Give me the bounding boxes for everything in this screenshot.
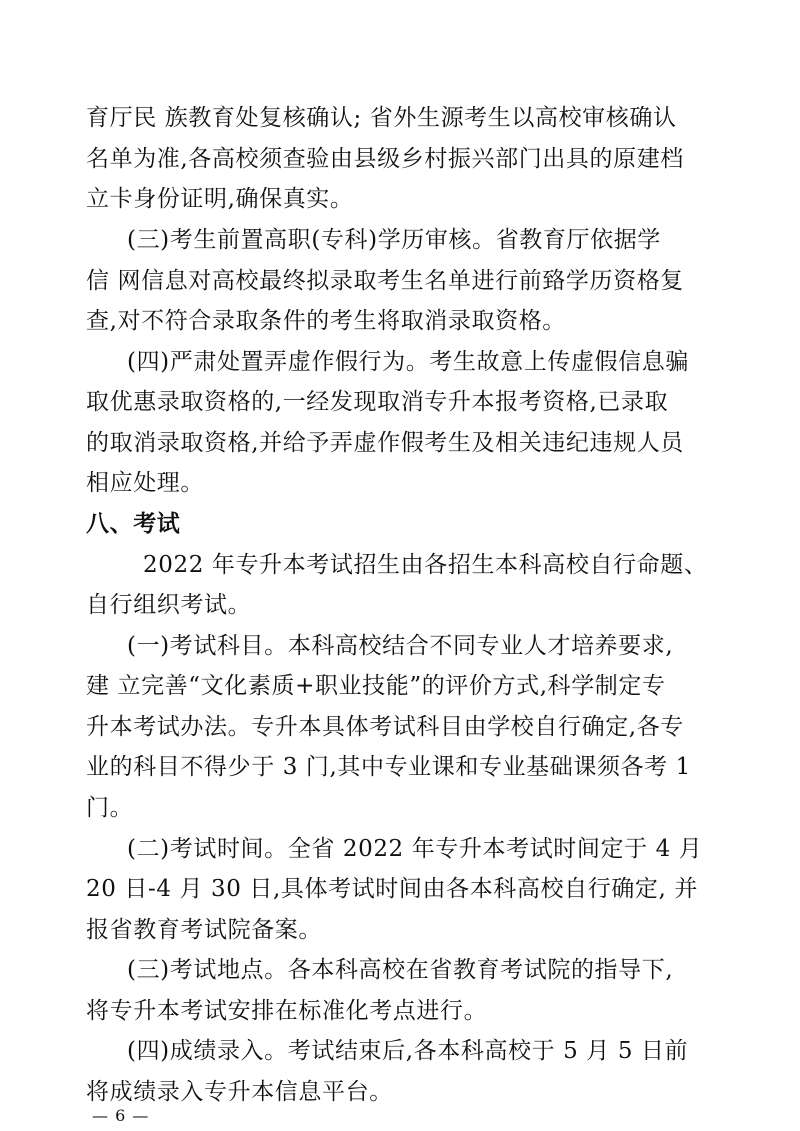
text-line: 自行组织考试。 [86,592,252,618]
paragraph-start-line: (三)考试地点。各本科高校在省教育考试院的指导下, [127,957,674,983]
paragraph-start-line: (三)考生前置高职(专科)学历审核。省教育厅依据学 [127,227,661,253]
paragraph-start-line: (四)严肃处置弄虚作假行为。考生故意上传虚假信息骗 [127,349,689,375]
page-number: — 6 — [92,1106,150,1125]
text-line: 查,对不符合录取条件的考生将取消录取资格。 [86,308,566,334]
text-line: 相应处理。 [86,470,204,496]
paragraph-start-line: (一)考试科目。本科高校结合不同专业人才培养要求, [127,633,674,659]
text-line: 门。 [86,795,134,821]
paragraph-start-line: (四)成绩录入。考试结束后,各本科高校于 5 月 5 日前 [127,1038,689,1064]
text-line: 业的科目不得少于 3 门,其中专业课和专业基础课须各考 1 [86,754,691,780]
paragraph-start-line: (二)考试时间。全省 2022 年专升本考试时间定于 4 月 [127,836,703,862]
text-line: 建 立完善“文化素质+职业技能”的评价方式,科学制定专 [86,673,666,699]
text-line: 20 日-4 月 30 日,具体考试时间由各本科高校自行确定, 并 [86,876,698,902]
text-line: 将成绩录入专升本信息平台。 [86,1079,393,1105]
text-line: 报省教育考试院备案。 [86,917,322,943]
text-line: 取优惠录取资格的,一经发现取消专升本报考资格,已录取 [86,389,669,415]
text-line: 立卡身份证明,确保真实。 [86,186,354,212]
paragraph-start-line: 2022 年专升本考试招生由各招生本科高校自行命题、 [143,552,708,578]
section-heading: 八、考试 [86,511,181,537]
text-line: 的取消录取资格,并给予弄虚作假考生及相关违纪违规人员 [86,430,684,456]
text-line: 育厅民 族教育处复核确认; 省外生源考生以高校审核确认 [86,105,677,131]
text-line: 将专升本考试安排在标准化考点进行。 [86,998,488,1024]
text-line: 信 网信息对高校最终拟录取考生名单进行前臵学历资格复 [86,268,684,294]
text-line: 升本考试办法。专升本具体考试科目由学校自行确定,各专 [86,714,684,740]
text-line: 名单为准,各高校须查验由县级乡村振兴部门出具的原建档 [86,146,684,172]
